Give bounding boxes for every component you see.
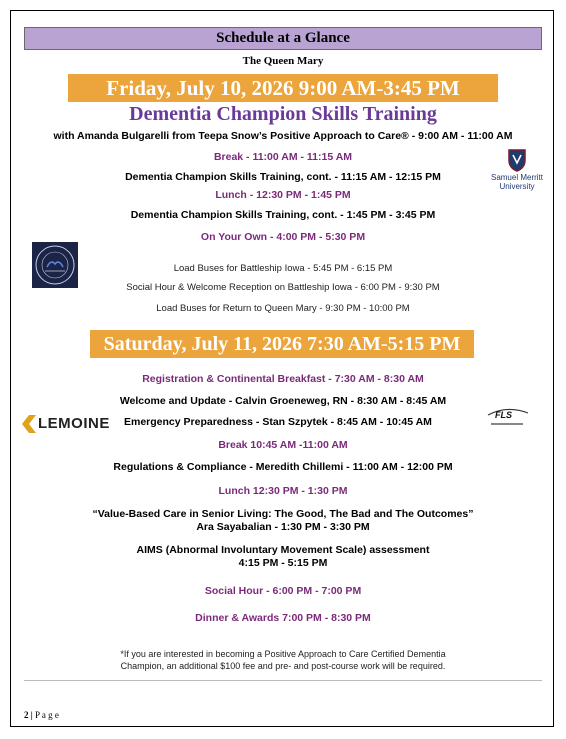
program-title: Dementia Champion Skills Training bbox=[129, 103, 437, 125]
day2-item-4: Regulations & Compliance - Meredith Chillemi - 11:00 AM - 12:00 PM bbox=[113, 461, 453, 473]
day1-item-3: Lunch - 12:30 PM - 1:45 PM bbox=[215, 189, 351, 201]
day1-item-0: with Amanda Bulgarelli from Teepa Snow’s Positive Approach to Care® - 9:00 AM - 11:00 AM bbox=[53, 130, 513, 142]
day1-item-6: Load Buses for Battleship Iowa - 5:45 PM - 6:15 PM bbox=[173, 263, 393, 274]
page-label: P a g e bbox=[34, 710, 59, 720]
samuel-merritt-university: University bbox=[499, 182, 535, 191]
footnote-line-2: Champion, an additional $100 fee and pre- and post-course work will be required. bbox=[120, 661, 446, 671]
day1-item-1: Break - 11:00 AM - 11:15 AM bbox=[213, 151, 353, 163]
day2-item-1: Welcome and Update - Calvin Groeneweg, RN - 8:30 AM - 8:45 AM bbox=[119, 395, 447, 407]
venue: The Queen Mary bbox=[242, 55, 324, 67]
shield-icon bbox=[507, 148, 527, 172]
fls-logo bbox=[487, 407, 529, 429]
page-number: 2 | P a g e bbox=[24, 710, 59, 720]
day1-item-8: Load Buses for Return to Queen Mary - 9:30 PM - 10:00 PM bbox=[156, 303, 410, 314]
lemoine-wordmark: LEMOINE bbox=[38, 415, 110, 432]
day2-item-7: Ara Sayabalian - 1:30 PM - 3:30 PM bbox=[196, 521, 370, 533]
day2-item-6: “Value-Based Care in Senior Living: The Good, The Bad and The Outcomes” bbox=[92, 508, 474, 520]
samuel-merritt-logo bbox=[486, 148, 548, 196]
seal-icon bbox=[32, 242, 78, 288]
footer-divider bbox=[24, 680, 542, 681]
lemoine-logo bbox=[20, 413, 114, 435]
day2-item-0: Registration & Continental Breakfast - 7:30 AM - 8:30 AM bbox=[142, 373, 424, 385]
day2-date-band: Saturday, July 11, 2026 7:30 AM-5:15 PM bbox=[90, 330, 474, 358]
day2-item-3: Break 10:45 AM -11:00 AM bbox=[218, 439, 348, 451]
day1-item-4: Dementia Champion Skills Training, cont. - 1:45 PM - 3:45 PM bbox=[130, 209, 436, 221]
day1-item-7: Social Hour & Welcome Reception on Battleship Iowa - 6:00 PM - 9:30 PM bbox=[126, 282, 440, 293]
day2-item-10: Social Hour - 6:00 PM - 7:00 PM bbox=[204, 585, 362, 597]
day2-item-2: Emergency Preparedness - Stan Szpytek - 8:45 AM - 10:45 AM bbox=[124, 416, 432, 428]
day2-item-8: AIMS (Abnormal Involuntary Movement Scale) assessment bbox=[136, 544, 430, 556]
day1-date-band: Friday, July 10, 2026 9:00 AM-3:45 PM bbox=[68, 74, 498, 102]
page-number-value: 2 bbox=[24, 710, 29, 720]
samuel-merritt-name: Samuel Merritt bbox=[490, 173, 543, 182]
fls-wordmark: FLS bbox=[495, 410, 512, 420]
fls-tagline-line bbox=[491, 423, 523, 425]
day2-item-5: Lunch 12:30 PM - 1:30 PM bbox=[218, 485, 348, 497]
day2-item-11: Dinner & Awards 7:00 PM - 8:30 PM bbox=[195, 612, 371, 624]
day2-item-9: 4:15 PM - 5:15 PM bbox=[238, 557, 328, 569]
page-title: Schedule at a Glance bbox=[24, 27, 542, 50]
footnote-line-1: *If you are interested in becoming a Positive Approach to Care Certified Dementia bbox=[120, 649, 446, 659]
day1-item-2: Dementia Champion Skills Training, cont. - 11:15 AM - 12:15 PM bbox=[125, 171, 441, 183]
footnote bbox=[0, 648, 566, 672]
day1-item-5: On Your Own - 4:00 PM - 5:30 PM bbox=[200, 231, 366, 243]
seal-logo bbox=[32, 242, 78, 288]
lemoine-mark-icon bbox=[20, 414, 38, 434]
